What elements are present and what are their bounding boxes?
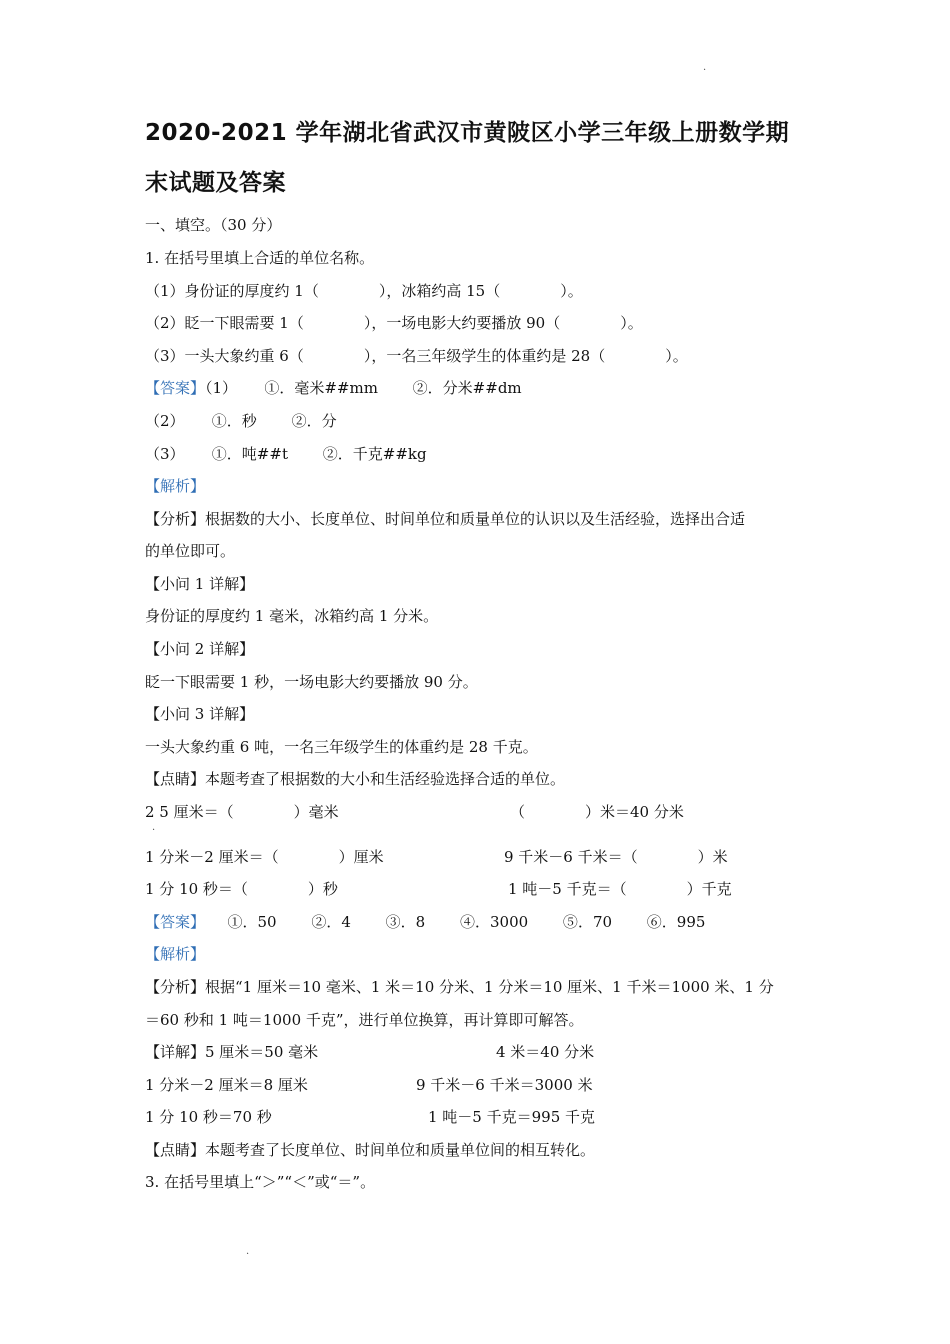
- question-3-stem: 3. 在括号里填上“＞”“＜”或“＝”。: [145, 1173, 376, 1191]
- question-2-row-3-left: 1 分 10 秒＝（ ）秒: [145, 880, 338, 898]
- question-2-answer: [145, 912, 705, 932]
- question-1-part-1: （1）身份证的厚度约 1（ ），冰箱约高 15（ ）。: [145, 282, 583, 300]
- answer-values: ①．50 ②．4 ③．8 ④．3000 ⑤．70 ⑥．995: [197, 913, 706, 931]
- document-title-line2: 末试题及答案: [145, 170, 286, 196]
- analysis-text-line2: 的单位即可。: [145, 542, 236, 560]
- detail-1-tag: 【小问 1 详解】: [145, 575, 255, 593]
- answer-line-3: （3） ①．吨##t ②．千克##kg: [145, 445, 427, 463]
- answer-line-1: （1） ①．毫米##mm ②．分米##dm: [205, 379, 522, 397]
- speck-mark: ·: [246, 1249, 250, 1260]
- detail-row-1-left: 【详解】5 厘米＝50 毫米: [145, 1043, 319, 1061]
- question-1-part-2: （2）眨一下眼需要 1（ ），一场电影大约要播放 90（ ）。: [145, 314, 643, 332]
- analysis-text-line2: ＝60 秒和 1 吨＝1000 千克”，进行单位换算，再计算即可解答。: [145, 1011, 584, 1029]
- question-1-stem: 1. 在括号里填上合适的单位名称。: [145, 249, 375, 267]
- analysis-tag: 【解析】: [145, 477, 206, 495]
- question-2-row-1-right: （ ）米＝40 分米: [510, 803, 684, 821]
- question-2-row-2-right: 9 千米－6 千米＝（ ）米: [504, 848, 728, 866]
- detail-2-text: 眨一下眼需要 1 秒，一场电影大约要播放 90 分。: [145, 673, 478, 691]
- comment-text: 【点睛】本题考查了根据数的大小和生活经验选择合适的单位。: [145, 770, 566, 788]
- detail-1-text: 身份证的厚度约 1 毫米，冰箱约高 1 分米。: [145, 607, 439, 625]
- section-heading: 一、填空。（30 分）: [145, 216, 282, 234]
- comment-text: 【点睛】本题考查了长度单位、时间单位和质量单位间的相互转化。: [145, 1141, 596, 1159]
- detail-row-3-right: 1 吨－5 千克＝995 千克: [428, 1108, 596, 1126]
- question-2-row-1-left: 2 5 厘米＝（ ）毫米: [145, 803, 339, 821]
- detail-2-tag: 【小问 2 详解】: [145, 640, 255, 658]
- question-1-part-3: （3）一头大象约重 6（ ），一名三年级学生的体重约是 28（ ）。: [145, 347, 688, 365]
- analysis-text-line1: 【分析】根据数的大小、长度单位、时间单位和质量单位的认识以及生活经验，选择出合适: [145, 510, 746, 528]
- speck-mark: ·: [703, 65, 707, 76]
- question-2-row-3-right: 1 吨－5 千克＝（ ）千克: [508, 880, 732, 898]
- speck-mark: ·: [152, 825, 156, 836]
- question-2-row-2-left: 1 分米－2 厘米＝（ ）厘米: [145, 848, 384, 866]
- detail-row-2-left: 1 分米－2 厘米＝8 厘米: [145, 1076, 308, 1094]
- answer-tag: 【答案】: [145, 379, 206, 397]
- analysis-text-line1: 【分析】根据“1 厘米＝10 毫米、1 米＝10 分米、1 分米＝10 厘米、1 千米＝1000 米、1 分: [145, 978, 774, 996]
- detail-row-3-left: 1 分 10 秒＝70 秒: [145, 1108, 272, 1126]
- detail-3-tag: 【小问 3 详解】: [145, 705, 255, 723]
- document-title-line1: 2020-2021 学年湖北省武汉市黄陂区小学三年级上册数学期: [145, 120, 790, 146]
- question-1-answer: [145, 378, 522, 398]
- detail-row-2-right: 9 千米－6 千米＝3000 米: [416, 1076, 593, 1094]
- answer-line-2: （2） ①．秒 ②．分: [145, 412, 337, 430]
- answer-tag: 【答案】: [145, 913, 198, 931]
- detail-row-1-right: 4 米＝40 分米: [496, 1043, 595, 1061]
- detail-3-text: 一头大象约重 6 吨，一名三年级学生的体重约是 28 千克。: [145, 738, 538, 756]
- analysis-tag: 【解析】: [145, 945, 206, 963]
